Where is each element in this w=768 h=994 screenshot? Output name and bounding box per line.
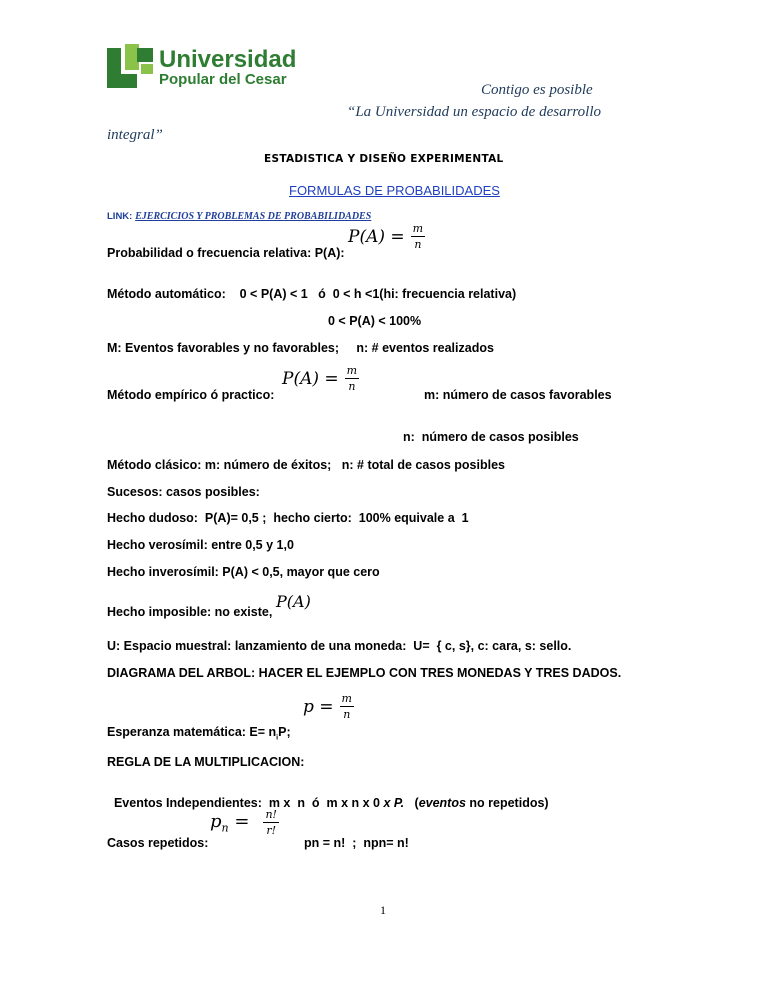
- section-title: FORMULAS DE PROBABILIDADES: [289, 183, 500, 198]
- formula2-num: m: [346, 364, 358, 377]
- formula4-lhs: p =: [303, 696, 334, 717]
- automatic-method-line: Método automático: 0 < P(A) < 1 ó 0 < h <1(hi: frecuencia relativa): [107, 287, 517, 301]
- exercises-link[interactable]: EJERCICIOS Y PROBLEMAS DE PROBABILIDADES: [135, 211, 372, 222]
- percent-range-line: 0 < P(A) < 100%: [328, 314, 422, 328]
- expected-value-line: [107, 725, 291, 742]
- formula4-num: m: [341, 692, 352, 705]
- formula5-eq: =: [228, 810, 250, 832]
- link-prefix: LINK:: [107, 211, 133, 222]
- doubtful-fact-line: Hecho dudoso: P(A)= 0,5 ; hecho cierto: 100% equivale a 1: [107, 511, 469, 525]
- implausible-fact-line: Hecho inverosímil: P(A) < 0,5, mayor que cero: [107, 565, 380, 579]
- expected-value-sub: i: [276, 734, 279, 742]
- probability-formula-2: [282, 364, 359, 393]
- motto-line1: Contigo es posible: [481, 82, 593, 98]
- motto-line3: integral”: [107, 127, 163, 143]
- expected-value-formula: [303, 692, 354, 721]
- classic-method-line: Método clásico: m: número de éxitos; n: # total de casos posibles: [107, 458, 505, 472]
- link-row: [107, 211, 371, 222]
- logo-line2: Popular del Cesar: [159, 71, 287, 88]
- formula2-den: n: [348, 380, 356, 393]
- formula1-lhs: P(A) =: [348, 226, 405, 247]
- impossible-fact-line: Hecho imposible: no existe,: [107, 605, 273, 619]
- events-line: M: Eventos favorables y no favorables; n: # eventos realizados: [107, 341, 494, 355]
- formula5-p: p: [210, 810, 222, 832]
- formula5-sub: n: [221, 821, 229, 835]
- university-logo: [107, 44, 297, 92]
- formula5-den: r!: [266, 824, 277, 837]
- independent-events-tail: no repetidos): [465, 796, 549, 810]
- verisimilar-fact-line: Hecho verosímil: entre 0,5 y 1,0: [107, 538, 294, 552]
- logo-line1: Universidad: [159, 46, 297, 73]
- relative-frequency-label: Probabilidad o frecuencia relativa: P(A):: [107, 246, 345, 260]
- expected-value-tail: P;: [278, 725, 291, 739]
- possible-cases-line: n: número de casos posibles: [403, 430, 579, 444]
- logo-mark-icon: [107, 44, 155, 90]
- tree-diagram-line: DIAGRAMA DEL ARBOL: HACER EL EJEMPLO CON TRES MONEDAS Y TRES DADOS.: [107, 666, 622, 680]
- independent-events-xp: x P.: [383, 796, 405, 810]
- impossible-formula: P(A): [276, 592, 311, 611]
- motto-line2: “La Universidad un espacio de desarrollo: [347, 104, 602, 120]
- formula5-num: n!: [265, 808, 277, 821]
- page-number: 1: [380, 903, 386, 917]
- independent-events-eventos: eventos: [418, 796, 466, 810]
- course-title: ESTADISTICA Y DISEÑO EXPERIMENTAL: [264, 153, 504, 165]
- independent-events-line: [107, 782, 549, 810]
- formula5-lhs: [210, 811, 249, 835]
- repeated-cases-formula: [210, 808, 279, 837]
- formula1-den: n: [414, 238, 422, 251]
- probability-formula-1: [348, 222, 425, 251]
- formula1-num: m: [412, 222, 424, 235]
- independent-events-paren: (: [404, 796, 419, 810]
- events-possible-line: Sucesos: casos posibles:: [107, 485, 260, 499]
- empirical-method-label: Método empírico ó practico:: [107, 388, 275, 402]
- formula4-den: n: [343, 708, 351, 721]
- formula2-lhs: P(A) =: [282, 368, 339, 389]
- favorable-cases-line: m: número de casos favorables: [424, 388, 612, 402]
- repeated-cases-label: Casos repetidos:: [107, 836, 209, 850]
- sample-space-line: U: Espacio muestral: lanzamiento de una moneda: U= { c, s}, c: cara, s: sello.: [107, 639, 572, 653]
- independent-events-text: Eventos Independientes: m x n ó m x n x 0: [113, 796, 384, 810]
- expected-value-text: Esperanza matemática: E= n: [107, 725, 277, 739]
- multiplication-rule-heading: REGLA DE LA MULTIPLICACION:: [107, 755, 305, 769]
- permutation-line: pn = n! ; npn= n!: [304, 836, 409, 850]
